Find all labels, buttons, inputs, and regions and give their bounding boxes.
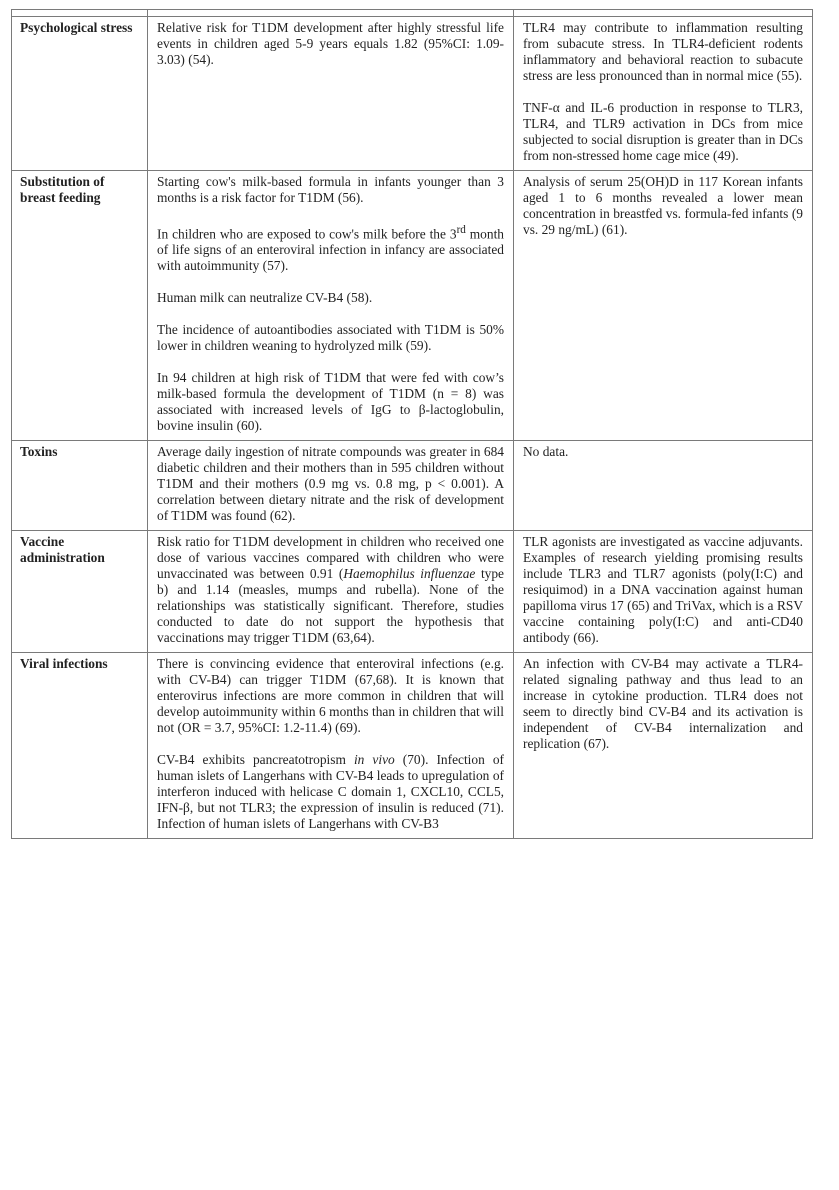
table-row bbox=[12, 441, 813, 531]
evidence-cell bbox=[148, 17, 514, 171]
paragraph bbox=[157, 222, 504, 274]
italic-text: in vivo bbox=[353, 752, 395, 768]
factor-cell: Toxins bbox=[12, 441, 148, 531]
text-run: (70). Infection of human islets of Langerhans with CV-B4 leads to upregulation of interferon induced with helicase C domain 1, CXCL10, CCL5, IFN-β, but not TLR3; the expression of insulin is reduced (71). Infection of human islets of Langerhans with CV-B3 bbox=[157, 752, 504, 832]
tlr-cell bbox=[514, 653, 813, 839]
text-run: type b) and 1.14 (measles, mumps and rubella). None of the relationships was statistically significant. Therefore, studies conducted to date do not support the hypothesis that vaccinations may trigger T1DM (63,64). bbox=[157, 566, 504, 646]
superscript: rd bbox=[456, 224, 466, 236]
text-run: Risk ratio for T1DM development in children who received one dose of various vaccines compared with children who were unvaccinated was between 0.91 ( bbox=[157, 534, 504, 582]
text-run: month of life signs of an enteroviral infection in infancy are associated with autoimmunity (57). bbox=[157, 226, 504, 274]
tlr-cell bbox=[514, 531, 813, 653]
text-run: CV-B4 exhibits pancreatotropism bbox=[157, 752, 354, 768]
paragraph: Relative risk for T1DM development after highly stressful life events in children aged 5-9 years equals 1.82 (95%CI: 1.09-3.03) (54). bbox=[157, 20, 504, 67]
paragraph: In 94 children at high risk of T1DM that were fed with cow’s milk-based formula the development of T1DM (n = 8) was associated with increased levels of IgG to β-lactoglobulin, bovine insulin (60). bbox=[157, 370, 504, 434]
table-row bbox=[12, 653, 813, 839]
risk-factors-table bbox=[11, 9, 813, 839]
paragraph: Starting cow's milk-based formula in infants younger than 3 months is a risk factor for T1DM (56). bbox=[157, 174, 504, 205]
paragraph: No data. bbox=[523, 444, 569, 460]
paragraph bbox=[157, 752, 504, 832]
paragraph: The incidence of autoantibodies associated with T1DM is 50% lower in children weaning to hydrolyzed milk (59). bbox=[157, 322, 504, 354]
paragraph: TLR4 may contribute to inflammation resulting from subacute stress. In TLR4-deficient rodents inflammatory and behavioral reaction to subacute stress are less pronounced than in normal mice (55). bbox=[523, 20, 803, 83]
paragraph bbox=[157, 534, 504, 646]
table-row bbox=[12, 171, 813, 441]
evidence-cell bbox=[148, 171, 514, 441]
empty-cell bbox=[514, 10, 813, 17]
empty-cell bbox=[148, 10, 514, 17]
table-row bbox=[12, 17, 813, 171]
table-header-row bbox=[12, 10, 813, 17]
text-run: In children who are exposed to cow's milk before the 3 bbox=[157, 226, 457, 242]
paragraph: TNF-α and IL-6 production in response to TLR3, TLR4, and TLR9 activation in DCs from mice subjected to social disruption is greater than in DCs from non-stressed home cage mice (49). bbox=[523, 100, 803, 163]
factor-cell: Substitution of breast feeding bbox=[12, 171, 148, 441]
tlr-cell bbox=[514, 171, 813, 441]
factor-cell: Psychological stress bbox=[12, 17, 148, 171]
paragraph: An infection with CV-B4 may activate a TLR4-related signaling pathway and thus lead to an increase in cytokine production. TLR4 does not seem to directly bind CV-B4 and its activation is independent of CV-B4 internalization and replication (67). bbox=[523, 656, 803, 752]
tlr-cell bbox=[514, 441, 813, 531]
evidence-cell bbox=[148, 531, 514, 653]
evidence-cell bbox=[148, 441, 514, 531]
italic-text: Haemophilus influenzae bbox=[343, 566, 476, 582]
table-row bbox=[12, 531, 813, 653]
empty-cell bbox=[12, 10, 148, 17]
tlr-cell bbox=[514, 17, 813, 171]
paragraph: Human milk can neutralize CV-B4 (58). bbox=[157, 290, 373, 306]
evidence-cell bbox=[148, 653, 514, 839]
paragraph: TLR agonists are investigated as vaccine adjuvants. Examples of research yielding promising results include TLR3 and TLR7 agonists (poly(I:C) and resiquimod) in a DNA vaccination against human papilloma virus 17 (65) and TriVax, which is a RSV vaccine containing poly(I:C) and anti-CD40 antibody (66). bbox=[523, 534, 803, 646]
paragraph: Average daily ingestion of nitrate compounds was greater in 684 diabetic children and their mothers than in 595 children without T1DM and their mothers (0.9 mg vs. 0.8 mg, p < 0.001). A correlation between dietary nitrate and the risk of development of T1DM was found (62). bbox=[157, 444, 504, 524]
paragraph: Analysis of serum 25(OH)D in 117 Korean infants aged 1 to 6 months revealed a lower mean concentration in breastfed vs. formula-fed infants (9 vs. 29 ng/mL) (61). bbox=[523, 174, 803, 237]
factor-cell: Vaccine administration bbox=[12, 531, 148, 653]
paragraph: There is convincing evidence that enteroviral infections (e.g. with CV-B4) can trigger T1DM (67,68). It is known that enterovirus infections are more common in children that will develop autoimmunity within 6 months than in children that will not (OR = 3.7, 95%CI: 1.2-11.4) (69). bbox=[157, 656, 504, 736]
factor-cell: Viral infections bbox=[12, 653, 148, 839]
